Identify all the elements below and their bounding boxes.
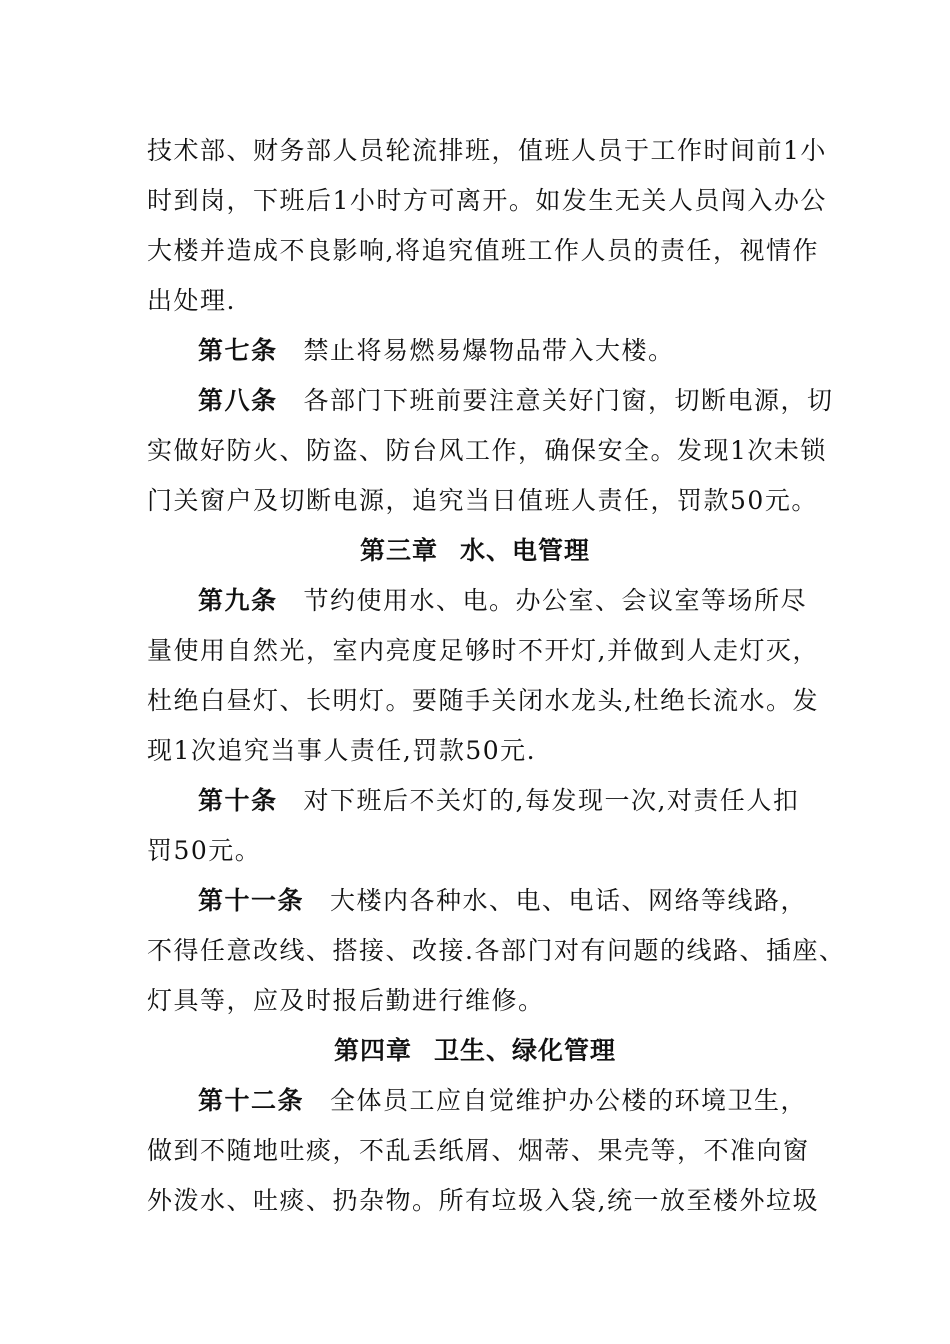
article-10: [198, 786, 799, 816]
article-text: 对下班后不关灯的,每发现一次,对责任人扣: [303, 786, 800, 815]
article-label: 第八条: [198, 386, 278, 415]
article-label: 第十条: [198, 786, 278, 815]
article-12: [198, 1086, 807, 1116]
article-7: [198, 336, 675, 366]
chapter-title: 水、电管理: [460, 536, 591, 565]
article-text: 各部门下班前要注意关好门窗，切断电源，切: [303, 386, 834, 415]
text-line: 出处理.: [147, 286, 236, 315]
text-line: 量使用自然光，室内亮度足够时不开灯,并做到人走灯灭，: [147, 636, 819, 665]
article-label: 第九条: [198, 586, 278, 615]
article-text: 禁止将易燃易爆物品带入大楼。: [303, 336, 675, 365]
article-text: 大楼内各种水、电、电话、网络等线路，: [330, 886, 808, 915]
text-line: 时到岗，下班后1小时方可离开。如发生无关人员闯入办公: [147, 186, 827, 215]
text-line: 实做好防火、防盗、防台风工作，确保安全。发现1次未锁: [147, 436, 827, 465]
article-text: 全体员工应自觉维护办公楼的环境卫生，: [330, 1086, 808, 1115]
text-line: 现1次追究当事人责任,罚款50元.: [147, 736, 537, 765]
article-9: [198, 586, 807, 616]
text-line: 技术部、财务部人员轮流排班，值班人员于工作时间前1小: [147, 136, 827, 165]
article-label: 第七条: [198, 336, 278, 365]
text-line: 大楼并造成不良影响,将追究值班工作人员的责任，视情作: [147, 236, 819, 265]
article-11: [198, 886, 807, 916]
chapter-number: 第四章: [333, 1036, 412, 1065]
text-line: 灯具等，应及时报后勤进行维修。: [147, 986, 545, 1015]
text-line: 杜绝白昼灯、长明灯。要随手关闭水龙头,杜绝长流水。发: [147, 686, 819, 715]
chapter-title: 卫生、绿化管理: [434, 1036, 617, 1065]
article-8: [198, 386, 834, 416]
chapter-heading: [0, 1036, 950, 1066]
article-label: 第十一条: [198, 886, 305, 915]
chapter-number: 第三章: [359, 536, 438, 565]
text-line: 外泼水、吐痰、扔杂物。所有垃圾入袋,统一放至楼外垃圾: [147, 1186, 819, 1215]
article-text: 节约使用水、电。办公室、会议室等场所尽: [303, 586, 808, 615]
text-line: 做到不随地吐痰，不乱丢纸屑、烟蒂、果壳等，不准向窗: [147, 1136, 810, 1165]
text-line: 门关窗户及切断电源，追究当日值班人责任，罚款50元。: [147, 486, 818, 515]
text-line: 不得任意改线、搭接、改接.各部门对有问题的线路、插座、: [147, 936, 846, 965]
text-line: 罚50元。: [147, 836, 262, 865]
article-label: 第十二条: [198, 1086, 305, 1115]
chapter-heading: [0, 536, 950, 566]
